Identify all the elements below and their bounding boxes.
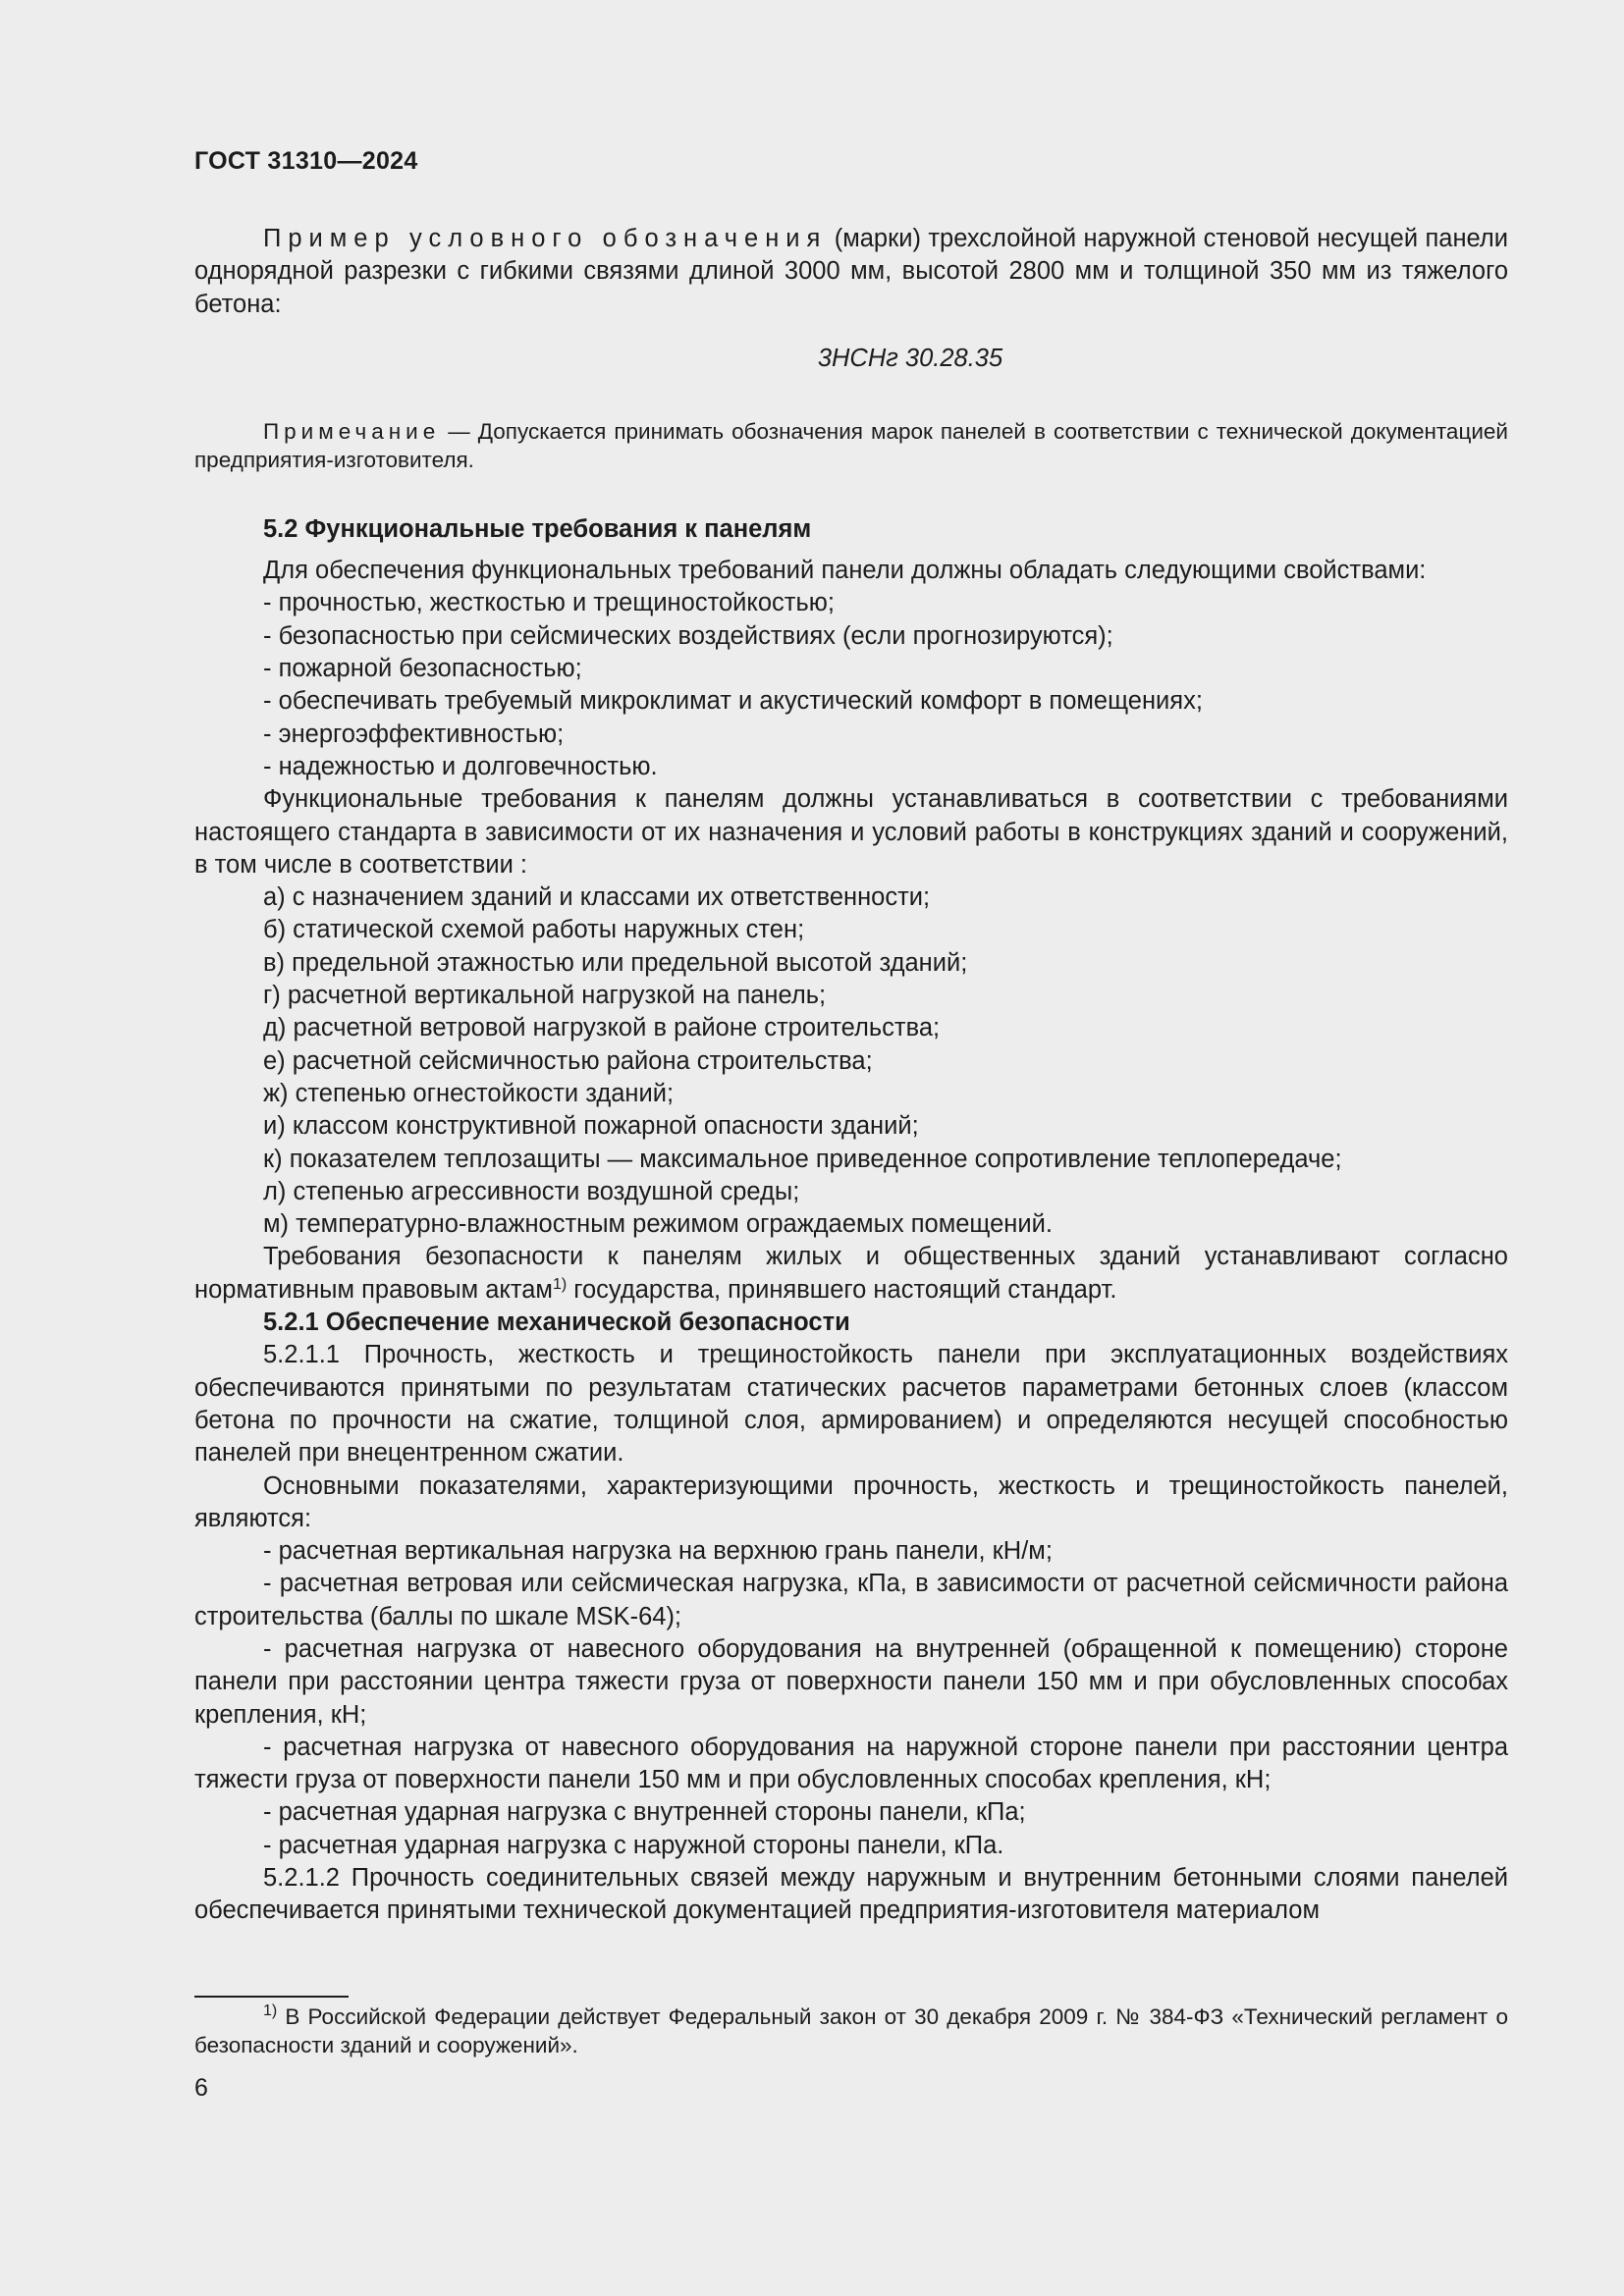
- indicator-item: - расчетная ударная нагрузка с наружной стороны панели, кПа.: [263, 1831, 1004, 1859]
- note-paragraph: [194, 417, 1508, 474]
- indicator-item: - расчетная ветровая или сейсмическая нагрузка, кПа, в зависимости от расчетной сейсмичности района строительства (баллы по шкале MSK-64);: [194, 1570, 1508, 1630]
- list-item: - надежностью и долговечностью.: [263, 752, 658, 780]
- list-item: ж) степенью огнестойкости зданий;: [263, 1079, 675, 1107]
- list-item: а) с назначением зданий и классами их ответственности;: [263, 883, 931, 912]
- list-item: м) температурно-влажностным режимом ограждаемых помещений.: [263, 1210, 1053, 1239]
- safety-text-b: государства, принявшего настоящий стандарт.: [567, 1275, 1117, 1304]
- indicator-item: - расчетная вертикальная нагрузка на верхнюю грань панели, кН/м;: [263, 1537, 1053, 1566]
- list-item: е) расчетной сейсмичностью района строительства;: [263, 1046, 873, 1075]
- list-item: д) расчетной ветровой нагрузкой в районе строительства;: [263, 1014, 941, 1042]
- list-item: - энергоэффективностью;: [263, 720, 565, 748]
- list-item: г) расчетной вертикальной нагрузкой на панель;: [263, 982, 827, 1010]
- paragraph-5-2-1-2: 5.2.1.2 Прочность соединительных связей между наружным и внутренним бетонными слоями панелей обеспечивается принятыми технической документацией предприятия-изготовителя материалом: [194, 1864, 1508, 1925]
- document-code-header: ГОСТ 31310—2024: [194, 147, 418, 175]
- list-item: - безопасностью при сейсмических воздействиях (если прогнозируются);: [263, 621, 1113, 650]
- safety-paragraph: [194, 1241, 1508, 1307]
- example-paragraph: [194, 223, 1508, 321]
- footnote-separator: [194, 1996, 349, 1998]
- section-5-2-intro: Для обеспечения функциональных требований панели должны обладать следующими свойствами:: [263, 557, 1427, 585]
- paragraph-5-2-1-1: 5.2.1.1 Прочность, жесткость и трещиностойкость панели при эксплуатационных воздействиях обеспечиваются принятыми по результатам статических расчетов параметрами бетонных слоев (классом бетона по прочности на сжатие, толщиной слоя, армированием) и определяются несущей способностью панелей при внецентренном сжатии.: [194, 1341, 1508, 1468]
- footnote-text: В Российской Федерации действует Федеральный закон от 30 декабря 2009 г. № 384-ФЗ «Технический регламент о безопасности зданий и сооружений».: [194, 2004, 1508, 2057]
- list-item: - пожарной безопасностью;: [263, 655, 582, 683]
- note-text: — Допускается принимать обозначения марок панелей в соответствии с технической документацией предприятия-изготовителя.: [194, 418, 1508, 472]
- footnote-reference[interactable]: 1): [552, 1275, 568, 1293]
- list-item: б) статической схемой работы наружных стен;: [263, 916, 805, 944]
- indicator-item: - расчетная нагрузка от навесного оборудования на внутренней (обращенной к помещению) стороне панели при расстоянии центра тяжести груза от поверхности панели 150 мм и при обусловленных способах крепления, кН;: [194, 1634, 1508, 1729]
- section-5-2-heading: 5.2 Функциональные требования к панелям: [263, 514, 812, 543]
- example-text: (марки) трехслойной наружной стеновой несущей панели однорядной разрезки с гибкими связями длиной 3000 мм, высотой 2800 мм и толщиной 350 мм из тяжелого бетона:: [194, 225, 1508, 318]
- indicators-intro: Основными показателями, характеризующими прочность, жесткость и трещиностойкость панелей, являются:: [194, 1471, 1508, 1532]
- list-item: - прочностью, жесткостью и трещиностойкостью;: [263, 589, 835, 617]
- list-item: - обеспечивать требуемый микроклимат и акустический комфорт в помещениях;: [263, 687, 1203, 716]
- footnote-marker: 1): [263, 2002, 278, 2019]
- example-label: Пример условного обозначения: [263, 225, 828, 252]
- list-item: и) классом конструктивной пожарной опасности зданий;: [263, 1112, 919, 1141]
- list-item: л) степенью агрессивности воздушной среды;: [263, 1177, 800, 1205]
- list-item: в) предельной этажностью или предельной высотой зданий;: [263, 948, 968, 977]
- indicator-item: - расчетная ударная нагрузка с внутренней стороны панели, кПа;: [263, 1798, 1026, 1827]
- designation-example: 3НСНг 30.28.35: [817, 344, 1003, 372]
- list-item: к) показателем теплозащиты — максимальное приведенное сопротивление теплопередаче;: [263, 1145, 1342, 1173]
- footnote: [194, 2002, 1508, 2059]
- note-label: Примечание: [263, 418, 441, 444]
- page-number: 6: [194, 2074, 208, 2102]
- functional-requirements-paragraph: Функциональные требования к панелям должны устанавливаться в соответствии с требованиями настоящего стандарта в зависимости от их назначения и условий работы в конструкциях зданий и сооружений, в том числе в соответствии :: [194, 785, 1508, 879]
- safety-text-a: Требования безопасности к панелям жилых и общественных зданий устанавливают согласно нормативным правовым актам: [194, 1243, 1508, 1304]
- page-body: [194, 223, 1508, 1928]
- indicator-item: - расчетная нагрузка от навесного оборудования на наружной стороне панели при расстоянии центра тяжести груза от поверхности панели 150 мм и при обусловленных способах крепления, кН;: [194, 1733, 1508, 1794]
- section-5-2-1-heading: 5.2.1 Обеспечение механической безопасности: [263, 1308, 850, 1337]
